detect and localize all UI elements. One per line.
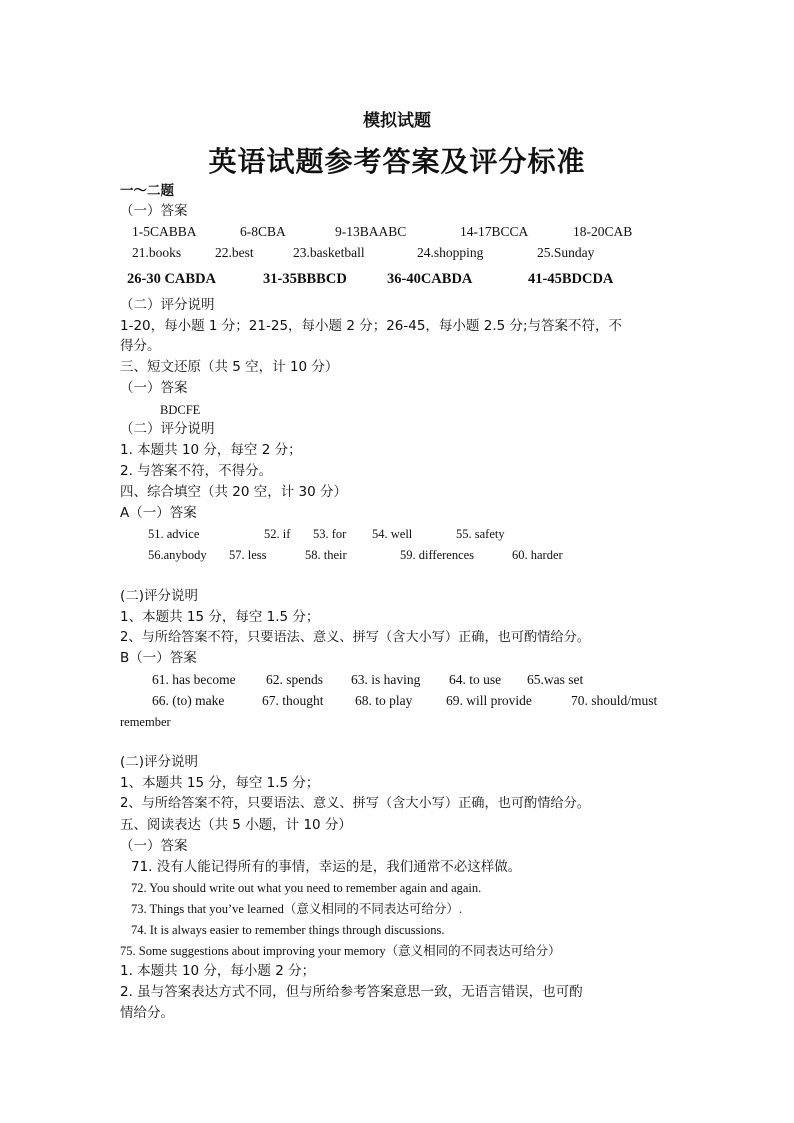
answer-item: 24.shopping (417, 245, 484, 260)
section-3-answer: BDCFE (160, 403, 201, 417)
section-4a-scoring-text: 1、本题共 15 分，每空 1.5 分； (120, 609, 320, 625)
answer-73: 73. Things that you’ve learned（意义相同的不同表达可给分）. (131, 902, 462, 916)
section-1-2-scoring-label: （二）评分说明 (120, 297, 215, 313)
answer-item: 65.was set (527, 672, 584, 687)
section-3-answer-label: （一）答案 (120, 380, 188, 396)
section-4a-scoring-text: 2、与所给答案不符，只要语法、意义、拼写（含大小写）正确，也可酌情给分。 (120, 630, 590, 645)
answer-item: 14-17BCCA (460, 224, 529, 239)
section-1-2-answer-label: （一）答案 (120, 203, 188, 219)
answer-item: 25.Sunday (537, 245, 595, 260)
answer-item: 51. advice (148, 527, 200, 541)
doc-title: 英语试题参考答案及评分标准 (208, 145, 586, 178)
answer-item: 59. differences (400, 548, 475, 562)
answer-item: 69. will provide (446, 693, 532, 708)
section-5-scoring-text: 情给分。 (120, 1005, 174, 1021)
answer-item: 9-13BAABC (335, 224, 407, 239)
section-4b-scoring-text: 2、与所给答案不符，只要语法、意义、拼写（含大小写）正确，也可酌情给分。 (120, 796, 590, 811)
section-5-scoring-text: 2. 虽与答案表达方式不同，但与所给参考答案意思一致，无语言错误，也可酌 (120, 984, 583, 1000)
answer-item: 62. spends (266, 672, 323, 687)
answer-item: 22.best (215, 245, 254, 260)
section-3-scoring-text: 1. 本题共 10 分，每空 2 分； (120, 442, 302, 458)
answer-item: 67. thought (262, 693, 324, 708)
answer-item: 18-20CAB (573, 224, 633, 239)
section-3-header: 三、短文还原（共 5 空，计 10 分） (120, 359, 339, 375)
answer-item: 63. is having (351, 672, 421, 687)
answer-item: 56.anybody (148, 548, 207, 562)
answer-item: 23.basketball (293, 245, 365, 260)
answer-71: 71. 没有人能记得所有的事情，幸运的是，我们通常不必这样做。 (131, 859, 522, 875)
answer-item: 60. harder (512, 548, 563, 562)
answer-72: 72. You should write out what you need to remember again and again. (131, 881, 482, 895)
answer-item: 68. to play (355, 693, 413, 708)
section-1-2-scoring-text: 1-20，每小题 1 分；21-25，每小题 2 分；26-45，每小题 2.5 分;与答案不符，不 (120, 318, 623, 334)
answer-item: 31-35BBBCD (263, 271, 347, 287)
answer-item: 57. less (229, 548, 267, 562)
answer-item: 55. safety (456, 527, 505, 541)
answer-item: 64. to use (449, 672, 502, 687)
section-3-scoring-label: （二）评分说明 (120, 421, 215, 437)
section-3-scoring-text: 2. 与答案不符，不得分。 (120, 463, 273, 479)
answer-item: 70. should/must (571, 693, 658, 708)
answer-item-continuation: remember (120, 715, 171, 729)
section-4b-answer-label: B（一）答案 (120, 650, 197, 666)
section-4-header: 四、综合填空（共 20 空，计 30 分） (120, 484, 348, 500)
section-5-scoring-text: 1. 本题共 10 分，每小题 2 分； (120, 963, 316, 979)
answer-item: 41-45BDCDA (528, 271, 614, 287)
answer-item: 36-40CABDA (387, 271, 473, 287)
section-4b-scoring-text: 1、本题共 15 分，每空 1.5 分； (120, 775, 320, 791)
section-5-answer-label: （一）答案 (120, 838, 188, 854)
answer-item: 1-5CABBA (132, 224, 197, 239)
answer-item: 26-30 CABDA (127, 271, 217, 287)
answer-item: 54. well (372, 527, 413, 541)
doc-subtitle: 模拟试题 (363, 111, 431, 131)
answer-75: 75. Some suggestions about improving your memory（意义相同的不同表达可给分） (120, 944, 561, 958)
answer-item: 52. if (264, 527, 291, 541)
answer-item: 21.books (132, 245, 182, 260)
section-1-2-scoring-text: 得分。 (120, 338, 161, 354)
answer-item: 6-8CBA (240, 224, 286, 239)
answer-item: 58. their (305, 548, 347, 562)
section-4b-scoring-label: (二)评分说明 (120, 754, 199, 770)
answer-74: 74. It is always easier to remember things through discussions. (131, 923, 445, 937)
section-1-2-header: 一～二题 (120, 183, 174, 199)
answer-item: 61. has become (152, 672, 236, 687)
answer-item: 53. for (313, 527, 347, 541)
section-4a-answer-label: A（一）答案 (120, 505, 197, 521)
section-5-header: 五、阅读表达（共 5 小题，计 10 分） (120, 817, 352, 833)
answer-item: 66. (to) make (152, 693, 225, 708)
section-4a-scoring-label: (二)评分说明 (120, 588, 199, 604)
